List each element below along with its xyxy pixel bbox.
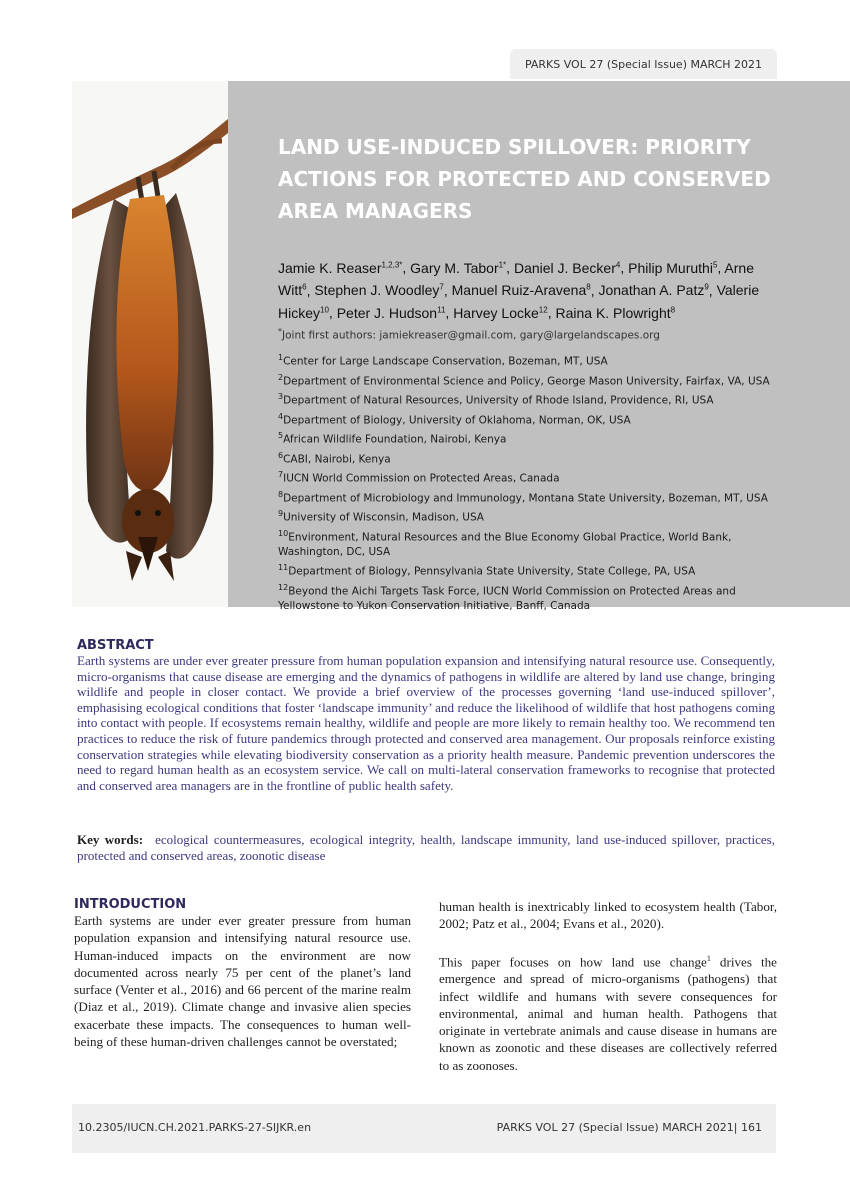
paragraph-3-rest: drives the emergence and spread of micro-organisms (pathogens) that infect wildlife and humans with severe consequences for environmental, animal and human health. Pathogens that originate in vertebrate animals and cause disease in humans are known as zoonotic and these diseases are collectively referred to as zoonoses. — [439, 953, 777, 1073]
keywords-label: Key words: — [77, 832, 144, 847]
affiliation-text: Center for Large Landscape Conservation, Bozeman, MT, USA — [283, 355, 608, 368]
affiliation-text: IUCN World Commission on Protected Areas, Canada — [283, 472, 560, 485]
affiliation — [278, 448, 778, 468]
author-name: Manuel Ruiz-Aravena — [451, 282, 587, 299]
affiliation — [278, 370, 778, 390]
abstract-heading: ABSTRACT — [77, 638, 154, 653]
affiliation-text: Beyond the Aichi Targets Task Force, IUCN World Commission on Protected Areas and Yellowstone to Yukon Conservation Initiative, Banff, Canada — [278, 585, 736, 612]
introduction-left-column — [74, 897, 411, 1050]
affiliation-number: 1 — [278, 353, 284, 362]
doi-link[interactable]: 10.2305/IUCN.CH.2021.PARKS-27-SIJKR.en — [78, 1121, 312, 1134]
joint-note-text: Joint first authors: jamiekreaser@gmail.com, gary@largelandscapes.org — [282, 329, 660, 342]
article-title: LAND USE-INDUCED SPILLOVER: PRIORITY ACTIONS FOR PROTECTED AND CONSERVED AREA MANAGERS — [278, 135, 771, 223]
author — [410, 260, 506, 276]
author-name: Valerie Hickey — [278, 282, 760, 321]
affiliation-number: 6 — [278, 450, 284, 460]
affiliation — [278, 560, 778, 580]
author-name: Arne Witt — [278, 259, 754, 299]
affiliation — [278, 506, 778, 526]
affiliation — [278, 580, 778, 615]
footer-separator: | — [733, 1121, 738, 1134]
affiliation-number: 5 — [278, 431, 284, 440]
author-name: Philip Muruthi — [628, 259, 713, 276]
introduction-paragraph-1: Earth systems are under ever greater pressure from human population expansion and intensifying natural resource use. Human-induced impacts on the environment are now documented across nearly 75 per cent of the planet’s land surface (Venter et al., 2016) and 66 percent of the marine realm (Diaz et al., 2019). Climate change and invasive alien species exacerbate these impacts. The consequences to human well-being of these human-driven challenges cannot be overstated; — [74, 913, 411, 1050]
author-affiliation-marker: 8 — [586, 282, 591, 292]
author-affiliation-marker: 5 — [712, 260, 718, 269]
affiliation — [278, 487, 778, 507]
affiliation — [278, 350, 778, 370]
author-name: Daniel J. Becker — [513, 259, 616, 276]
joint-note-marker: * — [278, 327, 282, 336]
affiliation-number: 3 — [278, 392, 284, 401]
keywords-text: ecological countermeasures, ecological integrity, health, landscape immunity, land use-induced spillover, practices, protected and conserved areas, zoonotic disease — [77, 832, 775, 863]
author-affiliation-marker: 12 — [538, 305, 548, 315]
joint-first-authors-note — [278, 327, 660, 342]
affiliation-text: Department of Natural Resources, University of Rhode Island, Providence, RI, USA — [283, 394, 714, 407]
author — [337, 305, 446, 321]
title-panel — [228, 81, 850, 612]
paragraph-3-start: This paper focuses on how land use change — [439, 953, 707, 969]
affiliation-number: 8 — [278, 489, 284, 499]
affiliation-text: University of Wisconsin, Madison, USA — [283, 511, 484, 524]
affiliation — [278, 467, 778, 487]
affiliation-text: Department of Environmental Science and Policy, George Mason University, Fairfax, VA, USA — [283, 375, 770, 387]
affiliation-number: 2 — [278, 372, 284, 382]
author — [514, 260, 620, 276]
footer-journal-page — [497, 1121, 762, 1134]
affiliation-text: Environment, Natural Resources and the Blue Economy Global Practice, World Bank, Washington, DC, USA — [278, 531, 732, 558]
introduction-paragraph-2: human health is inextricably linked to ecosystem health (Tabor, 2002; Patz et al., 2004; Evans et al., 2020). — [439, 899, 777, 932]
keywords — [77, 832, 775, 864]
footer-journal: PARKS VOL 27 (Special Issue) MARCH 2021 — [496, 1121, 734, 1134]
hanging-bat-illustration — [72, 81, 228, 607]
footnote-marker[interactable]: 1 — [706, 953, 711, 963]
affiliation — [278, 389, 778, 409]
author — [453, 305, 548, 321]
author-name: Jonathan A. Patz — [598, 282, 705, 299]
affiliation-text: Department of Biology, Pennsylvania State University, State College, PA, USA — [288, 565, 696, 578]
author-name: Raina K. Plowright — [555, 304, 671, 321]
affiliation-number: 12 — [278, 582, 289, 592]
affiliation-number: 9 — [278, 509, 284, 518]
author-list: Jamie K. Reaser$^{1,2,3*}$, Gary M. Tabor$^{1*}$, Daniel J. Becker$^4$, Philip Muruthi$^5$, Arne Witt$^6$, Stephen J. Woodley$^7$, Manuel Ruiz-Aravena$^8$, Jonathan A. Patz$^9$, Valerie Hickey$^{10}$, Peter J. Hudson$^{11}$, Harvey Locke$^{12}$, Raina K. Plowright$^8$ — [278, 259, 760, 321]
author-affiliation-marker: 8 — [670, 305, 676, 315]
introduction-heading: INTRODUCTION — [74, 897, 187, 912]
author — [598, 282, 708, 298]
author — [555, 305, 675, 321]
author-affiliation-marker: 7 — [439, 282, 444, 292]
affiliation-text: African Wildlife Foundation, Nairobi, Kenya — [283, 433, 507, 446]
author — [452, 282, 591, 298]
affiliation-number: 11 — [278, 563, 289, 572]
affiliation-number: 4 — [278, 411, 284, 421]
author-affiliation-marker: 1* — [498, 260, 507, 269]
introduction-right-column — [439, 898, 777, 1091]
author — [628, 260, 717, 276]
affiliation-number: 7 — [278, 470, 284, 479]
affiliation-text: Department of Microbiology and Immunology, Montana State University, Bozeman, MT, USA — [283, 492, 768, 504]
author-name: Harvey Locke — [453, 304, 539, 321]
page-number: 161 — [741, 1121, 762, 1134]
author-affiliation-marker: 9 — [704, 282, 709, 292]
author-affiliation-marker: 4 — [615, 260, 621, 269]
bat-photo — [72, 81, 228, 607]
affiliation-text: Department of Biology, University of Oklahoma, Norman, OK, USA — [283, 414, 631, 426]
abstract-text: Earth systems are under ever greater pressure from human population expansion and intensifying natural resource use. Consequently, micro-organisms that cause disease are emerging and the dynamics of pathogens in wildlife are altered by land use change, bringing wildlife and people in closer contact. We provide a brief overview of the processes governing ‘land use-induced spillover’, emphasising ecological conditions that foster ‘landscape immunity’ and reduce the likelihood of wildlife that host pathogens coming into contact with people. If ecosystems remain healthy, wildlife and people are more likely to remain healthy too. We recommend ten practices to reduce the risk of future pandemics through protected and conserved area management. Our proposals reinforce existing conservation strategies while elevating biodiversity conservation as a priority health measure. Pandemic prevention underscores the need to regard human health as an ecosystem service. We call on multi-lateral conservation frameworks to recognise that protected and conserved area managers are in the frontline of public health safety. — [77, 653, 775, 793]
abstract-section — [77, 638, 775, 793]
author-affiliation-marker: 6 — [302, 282, 307, 292]
affiliation — [278, 526, 778, 561]
affiliation — [278, 409, 778, 429]
author-affiliation-marker: 1,2,3* — [381, 260, 403, 269]
page-footer — [72, 1104, 776, 1153]
author-affiliation-marker: 10 — [320, 305, 329, 315]
introduction-paragraph-3 — [439, 950, 777, 1074]
author-affiliation-marker: 11 — [437, 305, 446, 315]
author-name: Peter J. Hudson — [336, 304, 438, 321]
journal-badge: PARKS VOL 27 (Special Issue) MARCH 2021 — [510, 49, 777, 79]
affiliation — [278, 428, 778, 448]
author-name: Jamie K. Reaser — [278, 259, 382, 276]
affiliation-number: 10 — [278, 528, 289, 538]
affiliation-text: CABI, Nairobi, Kenya — [283, 453, 391, 465]
author — [278, 260, 402, 276]
author-name: Stephen J. Woodley — [314, 282, 440, 299]
author — [314, 282, 444, 298]
affiliation-list — [278, 350, 778, 614]
author-name: Gary M. Tabor — [410, 259, 499, 276]
